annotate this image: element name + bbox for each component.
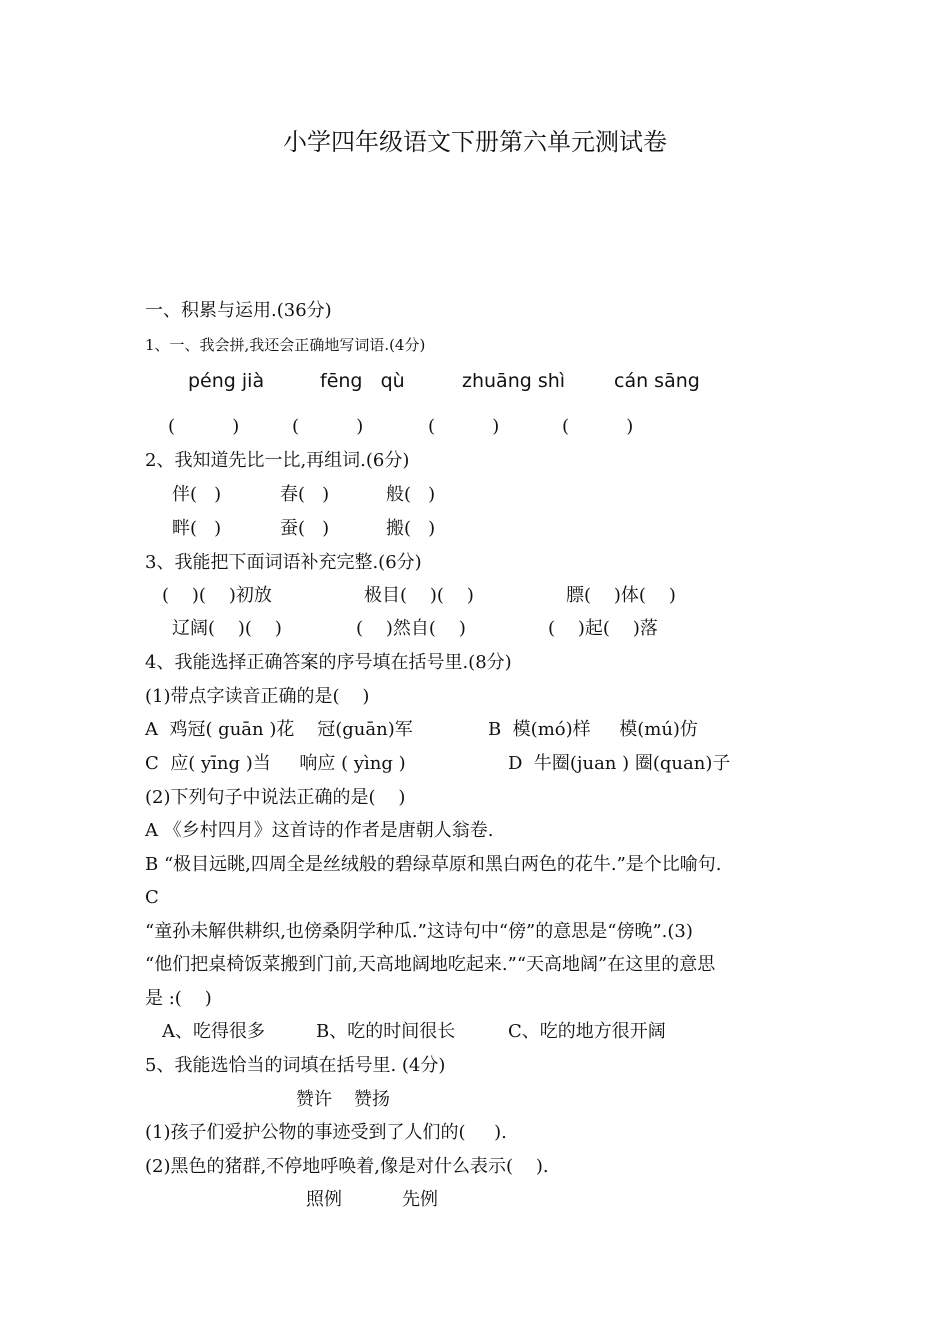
sub-question-3: “他们把桌椅饭菜搬到门前,天高地阔地吃起来.”“天高地阔”在这里的意思	[145, 954, 716, 975]
answer-blank-1[interactable]: ( )	[168, 416, 240, 437]
statement-c: “童孙未解供耕织,也傍桑阴学种瓜.”这诗句中“傍”的意思是“傍晚”.(3)	[145, 921, 693, 942]
choice-c: C、吃的地方很开阔	[508, 1021, 666, 1042]
question-4-title: 4、我能选择正确答案的序号填在括号里.(8分)	[145, 652, 512, 673]
option-c: C 应( yīng )当 响应 ( yìng )	[145, 753, 406, 774]
answer-blank-3[interactable]: ( )	[428, 416, 500, 437]
idiom-blank: 辽阔( )( )	[172, 618, 282, 639]
idiom-blank: ( )起( )落	[548, 618, 658, 639]
idiom-blank: ( )然自( )	[356, 618, 466, 639]
option-a: A 鸡冠( guān )花 冠(guān)军	[145, 719, 413, 740]
compare-word: 般( )	[386, 484, 436, 505]
answer-blank-2[interactable]: ( )	[292, 416, 364, 437]
pinyin-4: cán sāng	[614, 370, 700, 392]
sub-question-2: (2)下列句子中说法正确的是( )	[145, 787, 406, 808]
compare-word: 伴( )	[172, 484, 222, 505]
statement-c-label: C	[145, 887, 159, 908]
answer-blank-4[interactable]: ( )	[562, 416, 634, 437]
page-title: 小学四年级语文下册第六单元测试卷	[283, 128, 667, 156]
option-b: B 模(mó)样 模(mú)仿	[488, 719, 698, 740]
pinyin-1: péng jià	[188, 370, 265, 392]
statement-a: A 《乡村四月》这首诗的作者是唐朝人翁卷.	[145, 820, 494, 841]
choice-a: A、吃得很多	[162, 1021, 265, 1042]
sub-question-3-blank: 是 :( )	[145, 988, 212, 1009]
compare-word: 搬( )	[386, 518, 436, 539]
compare-word: 畔( )	[172, 518, 222, 539]
question-3-title: 3、我能把下面词语补充完整.(6分)	[145, 552, 422, 573]
question-5-title: 5、我能选恰当的词填在括号里. (4分)	[145, 1055, 446, 1076]
word-option: 照例	[306, 1189, 342, 1210]
choice-b: B、吃的时间很长	[316, 1021, 456, 1042]
idiom-blank: ( )( )初放	[162, 585, 272, 606]
sentence-2: (2)黑色的猪群,不停地呼唤着,像是对什么表示( ).	[145, 1156, 549, 1177]
compare-word: 春( )	[280, 484, 330, 505]
pinyin-3: zhuāng shì	[462, 370, 566, 392]
option-d: D 牛圈(juan ) 圈(quan)子	[508, 753, 731, 774]
question-1-title: 1、一、我会拼,我还会正确地写词语.(4分)	[145, 336, 426, 354]
word-option: 赞许	[296, 1089, 332, 1110]
idiom-blank: 极目( )( )	[364, 585, 474, 606]
word-option: 赞扬	[354, 1089, 390, 1110]
word-option: 先例	[402, 1189, 438, 1210]
sub-question-1: (1)带点字读音正确的是( )	[145, 686, 370, 707]
sentence-1: (1)孩子们爱护公物的事迹受到了人们的( ).	[145, 1122, 507, 1143]
question-2-title: 2、我知道先比一比,再组词.(6分)	[145, 450, 410, 471]
section-heading: 一、积累与运用.(36分)	[145, 300, 332, 321]
compare-word: 蚕( )	[280, 518, 330, 539]
idiom-blank: 膘( )体( )	[566, 585, 676, 606]
pinyin-2: fēng qù	[320, 370, 405, 392]
statement-b: B “极目远眺,四周全是丝绒般的碧绿草原和黑白两色的花牛.”是个比喻句.	[145, 854, 722, 875]
